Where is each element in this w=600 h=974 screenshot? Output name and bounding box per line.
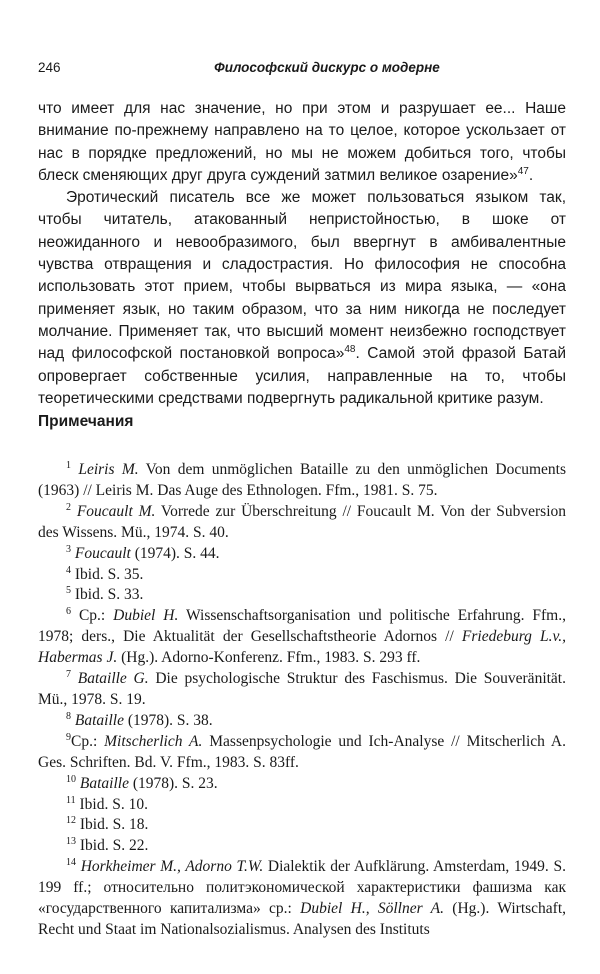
note-7: $^7$ Bataille G. Die psychologische Struktur des Faschismus. Die Souveränität. Mü., 1978. S. 19. bbox=[38, 669, 566, 708]
footnote-ref-47: 47 bbox=[517, 165, 529, 177]
running-head bbox=[38, 60, 566, 80]
note-12: $^{12}$ Ibid. S. 18. bbox=[66, 815, 149, 834]
notes-heading: Примечания bbox=[38, 413, 134, 430]
note-9: $^9$Ср.: Mitscherlich A. Massenpsychologie und Ich-Analyse // Mitscherlich A. Ges. Schriften. Bd. V. Ffm., 1983. S. 83ff. bbox=[38, 731, 566, 771]
note-13: $^{13}$ Ibid. S. 22. bbox=[66, 836, 149, 855]
paragraph-2: Эротический писатель все же может пользоваться языком так, чтобы читатель, атакованный непристойностью, в шоке от неожиданного и невообразимого, был ввергнут в амбивалентные чувства отвращения и сладострастия. Но философия не способна использовать этот прием, чтобы вырваться из мира языка, — «она применяет язык, но таким образом, что за ним никогда не последует молчание. Применяет так, что высший момент неизбежно господствует над философской постановкой вопроса»$^{48}$. Самой этой фразой Батай опровергает собственные усилия, направленные на то, чтобы теоретическими средствами подвергнуть радикальной критике разум. bbox=[38, 189, 566, 407]
note-1: $^1$ Leiris M. Von dem unmöglichen Bataille zu den unmöglichen Documents (1963) // Leiris M. Das Auge des Ethnologen. Ffm., 1981. S. 75. bbox=[38, 460, 566, 499]
page-number: 246 bbox=[38, 60, 61, 75]
note-8: $^8$ Bataille (1978). S. 38. bbox=[66, 710, 213, 729]
note-4: $^4$ Ibid. S. 35. bbox=[66, 564, 144, 583]
note-6: $^6$ Ср.: Dubiel H. Wissenschaftsorganisation und politische Erfahrung. Ffm., 1978; ders., Die Aktualität der Gesellschaftstheorie Adornos // Friedeburg L.v., Habermas J. (Hg.). Adorno-Konferenz. Ffm., 1983. S. 293 ff. bbox=[38, 606, 566, 667]
note-11: $^{11}$ Ibid. S. 10. bbox=[66, 794, 148, 813]
running-title: Философский дискурс о модерне bbox=[214, 60, 440, 75]
footnote-ref-48: 48 bbox=[344, 344, 356, 356]
note-10: $^{10}$ Bataille (1978). S. 23. bbox=[66, 773, 218, 792]
notes-list bbox=[38, 460, 566, 941]
note-14: $^{14}$ Horkheimer M., Adorno T.W. Dialektik der Aufklärung. Amsterdam, 1949. S. 199 ff.; относительно политэкономической характеристики фашизма как «государственного капитализма» ср.: Dubiel H., Söllner A. (Hg.). Wirtschaft, Recht und Staat im Nationalsozialismus. Analysen des Instituts bbox=[38, 857, 567, 938]
main-text bbox=[38, 98, 566, 410]
note-2: $^2$ Foucault M. Vorrede zur Überschreitung // Foucault M. Von der Subversion des Wissens. Mü., 1974. S. 40. bbox=[38, 501, 566, 541]
note-3: $^3$ Foucault (1974). S. 44. bbox=[66, 543, 220, 562]
note-5: $^5$ Ibid. S. 33. bbox=[66, 585, 144, 604]
paragraph-1: что имеет для нас значение, но при этом и разрушает ее... Наше внимание по-прежнему направлено на то целое, которое ускользает от нас в порядке предложений, но мы не можем добиться того, чтобы блеск сменяющих друг друга суждений затмил великое озарение»$^{47}$. bbox=[38, 100, 566, 184]
